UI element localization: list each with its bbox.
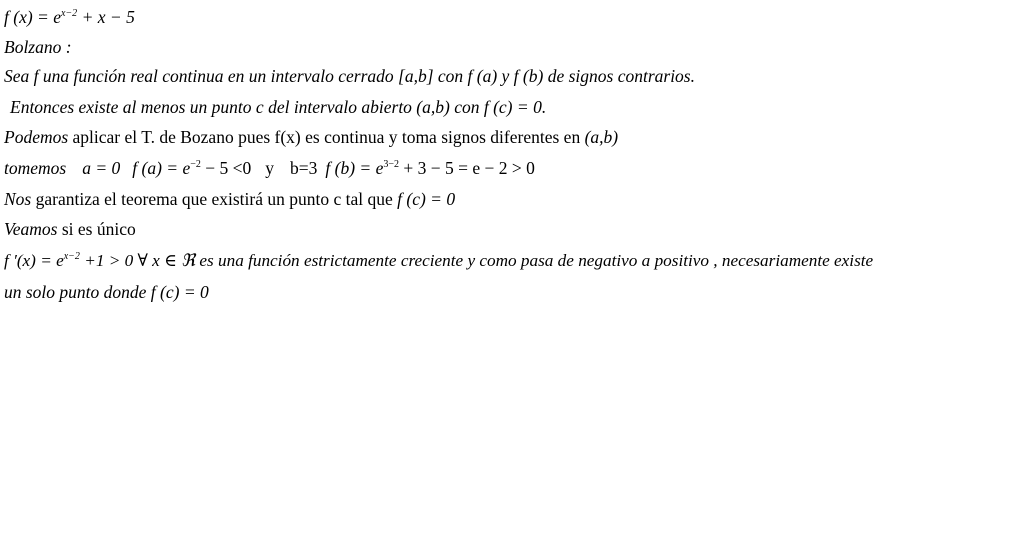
conjunction-y: y [265, 158, 275, 178]
f-of-a-rest: − 5 <0 [200, 158, 252, 178]
value-a: a = 0 [82, 158, 121, 178]
derivative-line [4, 248, 873, 274]
bolzano-statement: Sea f una función real continua en un intervalo cerrado [a,b] con f (a) y f (b) de signos contrarios. [4, 66, 695, 86]
f-of-a: f (a) = e [132, 158, 191, 178]
derivative-text: +1 > 0 ∀ x ∈ ℜ es una función estrictamente creciente y como pasa de negativo a positivo , necesariamente existe [79, 251, 874, 270]
f-of-b-rest: + 3 − 5 = e − 2 > 0 [399, 158, 535, 178]
uniqueness-lead: Veamos [4, 219, 58, 239]
function-exponent: x−2 [61, 8, 78, 19]
apply-theorem-lead: Podemos [4, 127, 69, 147]
apply-theorem-text: aplicar el T. de Bozano pues f(x) es continua y toma signos diferentes en [68, 127, 585, 147]
f-of-b-exponent: 3−2 [383, 159, 399, 170]
apply-theorem-interval: (a,b) [584, 127, 619, 147]
bolzano-heading: Bolzano : [4, 37, 72, 57]
bolzano-conclusion: Entonces existe al menos un punto c del intervalo abierto (a,b) con f (c) = 0. [10, 97, 547, 117]
value-b: b=3 [290, 158, 318, 178]
apply-theorem-line [4, 124, 618, 150]
evaluation-line [4, 155, 535, 181]
evaluation-lead: tomemos [4, 158, 67, 178]
guarantee-text: garantiza el teorema que existirá un punto c tal que [31, 189, 398, 209]
function-definition-line [4, 4, 135, 30]
function-formula-rest: + x − 5 [77, 7, 135, 27]
derivative-formula: f ′(x) = e [4, 251, 64, 270]
guarantee-lead: Nos [4, 189, 32, 209]
f-of-a-exponent: −2 [190, 159, 201, 170]
guarantee-formula: f (c) = 0 [397, 189, 456, 209]
uniqueness-heading [4, 216, 136, 242]
derivative-exponent: x−2 [63, 251, 80, 262]
uniqueness-text: si es único [57, 219, 136, 239]
guarantee-line [4, 186, 455, 212]
function-formula: f (x) = e [4, 7, 61, 27]
conclusion-line: un solo punto donde f (c) = 0 [4, 282, 209, 302]
f-of-b: f (b) = e [325, 158, 384, 178]
